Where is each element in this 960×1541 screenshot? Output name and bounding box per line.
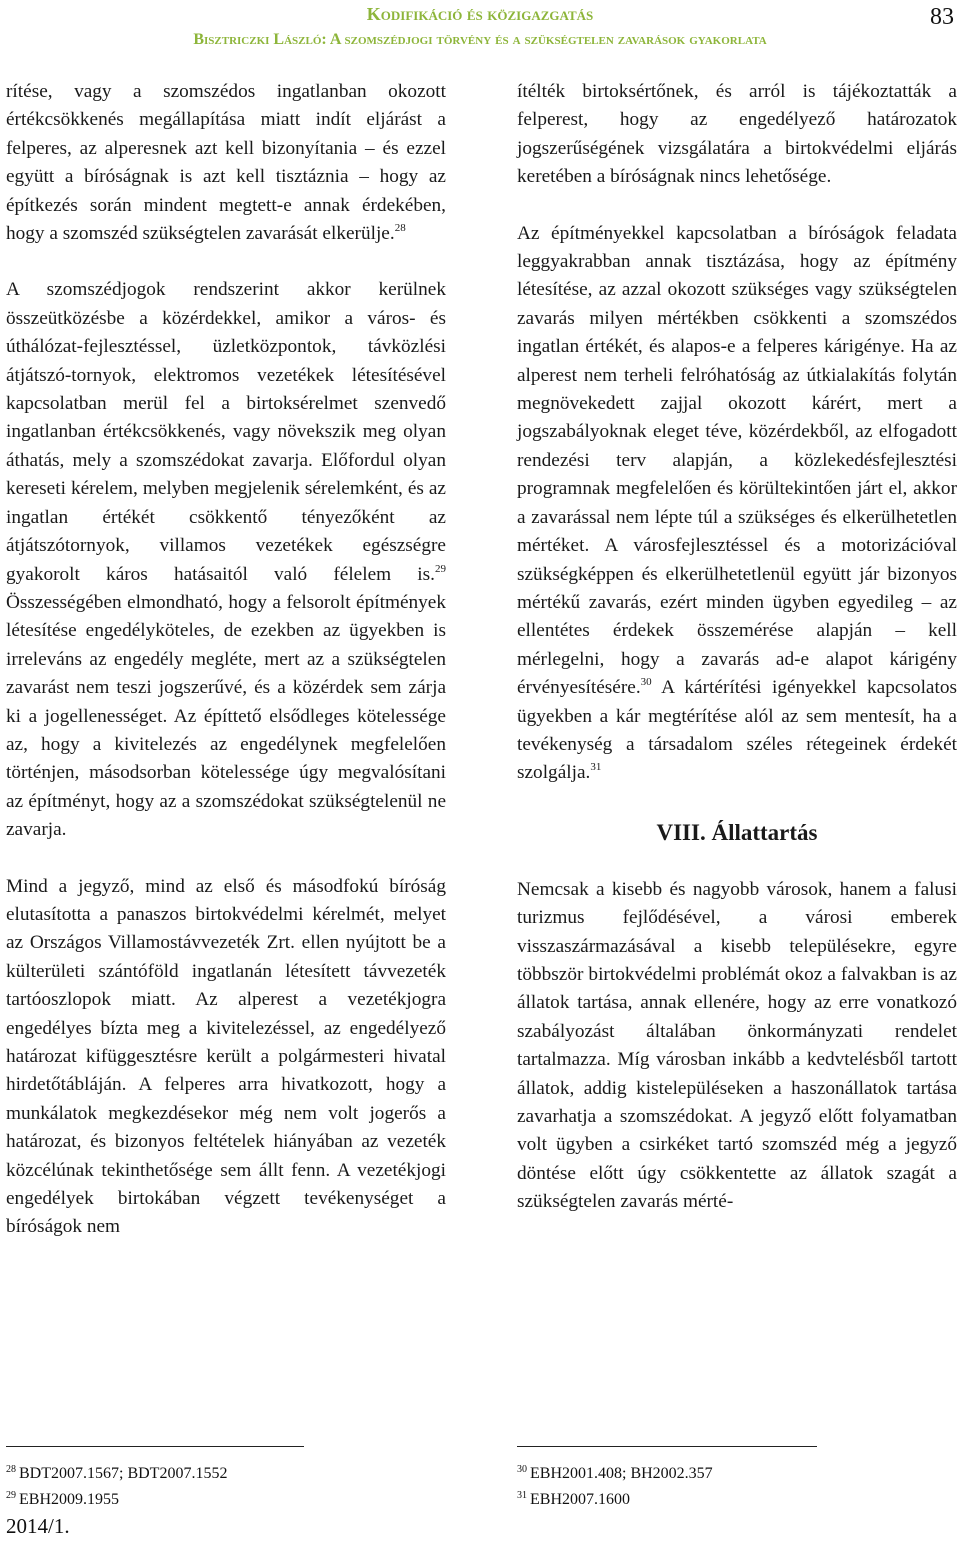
footnote-number: 28 <box>6 1464 16 1475</box>
footnote-ref[interactable]: 29 <box>435 562 446 575</box>
paragraph: Nemcsak a kisebb és nagyobb városok, hanem a falusi turizmus fejlődésével, a városi emberek visszaszármazásával a kisebb településekre, egyre többször birtokvédelmi problémát okoz a falvakban is az állatok tartása, annak ellenére, hogy az erre vonatkozó szabályozást általában önkormányzati rendelet tartalmazza. Míg városban inkább a kedvtelésből tartott állatok, addig kistelepüléseken a haszonállatok tartása zavarhatja a szomszédokat. A jegyző előtt folyamatban volt ügyben a csirkéket tartó szomszéd még a jegyző döntése előtt úgy csökkentette az állatok szagát a szükségtelen zavarás mérté- <box>517 878 957 1213</box>
right-column <box>517 78 957 1217</box>
paragraph: Mind a jegyző, mind az első és másodfokú bíróság elutasította a panaszos birtokvédelmi kérelmét, melyet az Országos Villamostávvezeték Zrt. ellen nyújtott be a külterületi szántóföld ingatlanán létesített távvezeték tartóoszlopok miatt. Az alperest a vezetékjogra engedélyes bízta meg a kivitelezéssel, az engedélyező határozat kifüggesztésre került a polgármesteri hivatal hirdetőtábláján. A felperes arra hivatkozott, hogy a munkálatok megkezdésekor még nem volt jogerős a határozat, és bizonyos feltételek hiányában az vezeték közcélúnak tekinthetősége sem állt fenn. A vezetékjogi engedélyek birtokában végzett tevékenységet a bíróságok nem <box>6 875 446 1238</box>
paragraph-text: A kártérítési igényekkel kapcsolatos ügyekben a kár megtérítése alól az sem mentesít, ha a tevékenység a társadalom széles rétegeinek érdekét szolgálja. <box>517 677 957 784</box>
footnote-28 <box>6 1464 227 1484</box>
footnote-number: 30 <box>517 1464 527 1475</box>
section-heading: VIII. Állattartás <box>656 819 818 845</box>
paragraph-text: A szomszédjogok rendszerint akkor kerülnek összeütközésbe a közérdekkel, amikor a város- és úthálózat-fejlesztéssel, üzletközpontok, távközlési átjátszó-tornyok, elektromos vezetékek létesítésével kapcsolatban merül fel a birtoksérelmet szenvedő ingatlanban értékcsökkenés, vagy növekszik meg olyan áthatás, mely a szomszédokat zavarja. Előfordul olyan kereseti kérelem, melyben megjelenik sérelemként, és az ingatlan értékét csökkentő tényezőként az átjátszótornyok, villamos vezetékek egészségre gyakorolt káros hatásaitól való félelem is. <box>6 279 446 585</box>
paragraph-text: Az építményekkel kapcsolatban a bíróságok feladata leggyakrabban annak tisztázása, hogy az építmény létesítése, az azzal okozott szükséges vagy szükségtelen zavarás milyen mértékben csökkenti a szomszédos ingatlan értékét, és alapos-e a felperes kárigénye. Ha az alperest nem terheli felróhatóság az útkialakítás folytán megnövekedett zajjal okozott kárért, mert a jogszabályoknak eleget téve, közérdekből, az elfogadott rendezési terv alapján, a közlekedésfejlesztési programnak megfelelően és körültekintően járt el, akkor a zavarással nem lépte túl a szükséges és elkerülhetetlen mértéket. A városfejlesztéssel és a motorizációval szükségképpen és elkerülhetetlenül együtt jár bizonyos mértékű zavarás, ezért minden ügyben egyedileg – az ellentétes érdekek összemérése alapján – kell mérlegelni, hogy a zavarás ad-e alapot kárigény érvényesítésére. <box>517 222 957 699</box>
paragraph <box>517 220 957 788</box>
paragraph-text: Összességében elmondható, hogy a felsorolt építmények létesítése engedélyköteles, de ezekben az ügyekben is irreleváns az engedély megléte, mert az a szükségtelen zavarást nem teszi jogszerűvé, és a közérdek sem zárja ki a jogellenességet. Az építtető elsődleges kötelessége az, hogy a kivitelezés az engedélynek megfelelően történjen, másodsorban kötelessége úgy megvalósítani az építményt, hogy az a szomszédokat szükségtelenül ne zavarja. <box>6 591 446 841</box>
footnote-29 <box>6 1490 119 1510</box>
paragraph-text: rítése, vagy a szomszédos ingatlanban okozott értékcsökkenés megállapítása miatt indít eljárást a felperes, az alperesnek azt kell bizonyítania – és ezzel együtt a bíróságnak is azt kell tisztáznia – hogy az építkezés során mindent megtett-e annak érdekében, hogy a szomszéd szükségtelen zavarását elkerülje. <box>6 81 446 245</box>
issue-label: 2014/1. <box>6 1514 70 1538</box>
page-number: 83 <box>930 4 954 30</box>
article-title: Bisztriczki László: A szomszédjogi törvény és a szükségtelen zavarások gyakorlata <box>193 31 767 48</box>
footnote-text: EBH2007.1600 <box>530 1491 630 1508</box>
footnote-ref[interactable]: 31 <box>590 761 602 774</box>
footnote-31 <box>517 1490 630 1510</box>
paragraph <box>6 276 446 844</box>
footnote-number: 29 <box>6 1490 16 1501</box>
left-column <box>6 78 446 1242</box>
journal-title: Kodifikáció és közigazgatás <box>366 4 594 24</box>
footnote-text: EBH2001.408; BH2002.357 <box>530 1465 713 1482</box>
footnote-text: BDT2007.1567; BDT2007.1552 <box>19 1465 228 1482</box>
footnote-number: 31 <box>517 1490 527 1501</box>
footnote-divider <box>6 1446 304 1447</box>
footnote-ref[interactable]: 28 <box>394 222 406 235</box>
footnote-text: EBH2009.1955 <box>19 1491 119 1508</box>
paragraph: ítélték birtoksértőnek, és arról is tájékoztatták a felperest, hogy az engedélyező határozatok jogszerűségének vizsgálatára a birtokvédelmi eljárás keretében a bíróságnak nincs lehetősége. <box>517 81 957 188</box>
paragraph <box>6 78 446 248</box>
footnote-divider <box>517 1446 817 1447</box>
footnote-ref[interactable]: 30 <box>640 676 652 689</box>
footnote-30 <box>517 1464 713 1484</box>
